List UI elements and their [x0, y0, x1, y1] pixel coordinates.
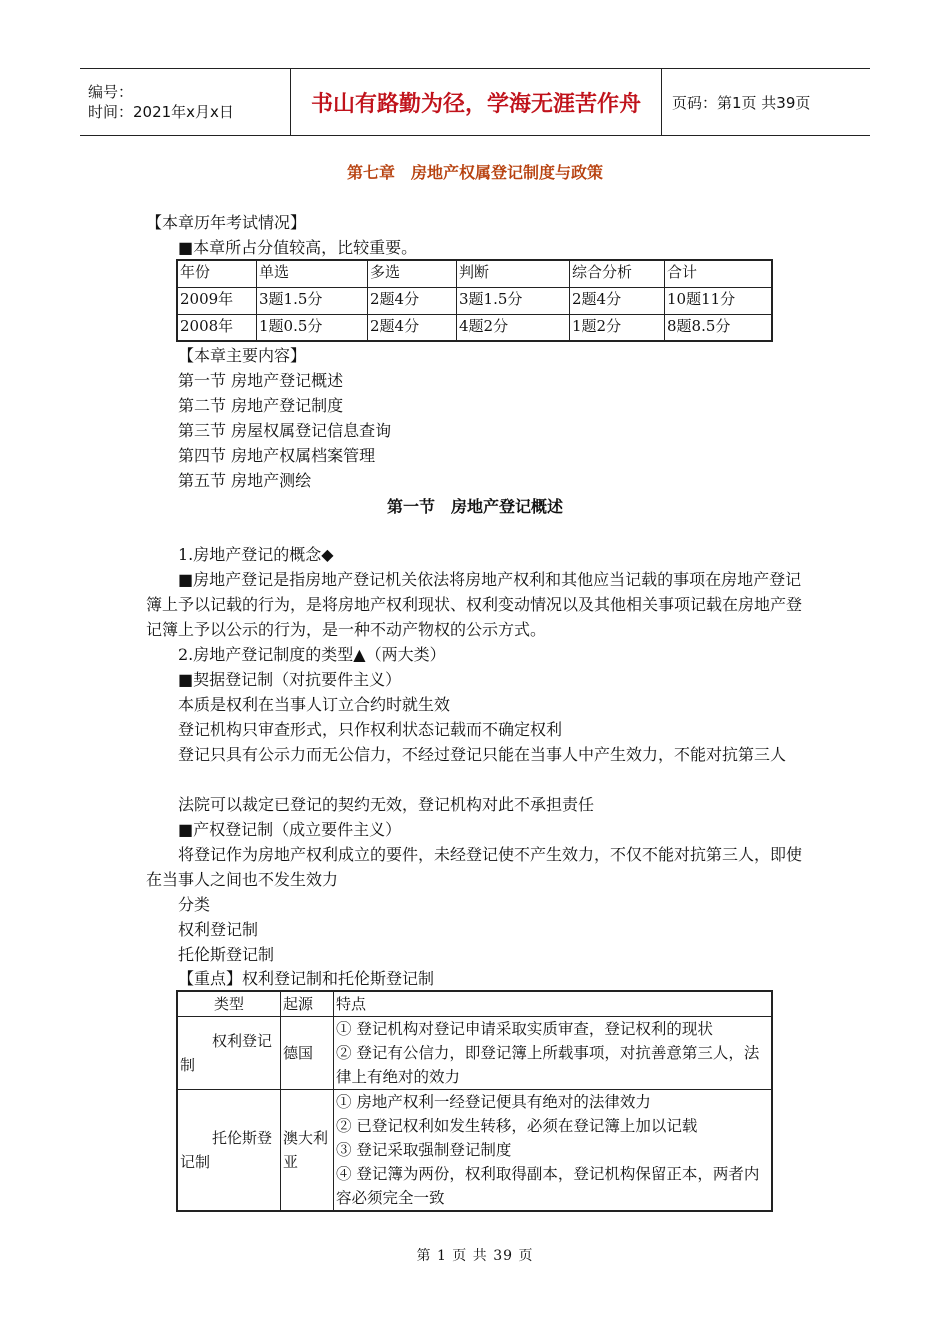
table-cell: 1题2分	[570, 314, 665, 341]
compare-table-header: 类型	[177, 991, 281, 1017]
table-cell: 10题11分	[665, 287, 773, 314]
page-header	[80, 68, 870, 136]
feature-item: ② 登记有公信力，即登记簿上所载事项，对抗善意第三人，法律上有绝对的效力	[336, 1044, 760, 1086]
compare-table-header: 起源	[281, 991, 334, 1017]
contents-item: 第二节 房地产登记制度	[178, 396, 344, 415]
table-row	[177, 314, 772, 341]
exam-heading: 【本章历年考试情况】	[146, 213, 307, 232]
table-cell: 2008年	[177, 314, 257, 341]
compare-table	[176, 990, 773, 1212]
header-left-cell	[80, 69, 291, 136]
class-item: 托伦斯登记制	[178, 945, 275, 964]
exam-table-header: 单选	[257, 260, 368, 287]
table-cell	[334, 1017, 773, 1090]
compare-table-header: 特点	[334, 991, 773, 1017]
feature-item: ① 房地产权利一经登记便具有绝对的法律效力	[336, 1093, 651, 1111]
table-cell: 1题0.5分	[257, 314, 368, 341]
chapter-title: 第七章 房地产权属登记制度与政策	[346, 163, 603, 182]
key-heading: 【重点】权利登记制和托伦斯登记制	[178, 969, 435, 988]
title-heading: ■产权登记制（成立要件主义）	[178, 820, 402, 839]
exam-table	[176, 259, 773, 342]
exam-table-header: 综合分析	[570, 260, 665, 287]
exam-table-header: 年份	[177, 260, 257, 287]
table-cell: 2题4分	[368, 314, 457, 341]
deed-point: 法院可以裁定已登记的契约无效，登记机构对此不承担责任	[178, 795, 595, 814]
date-line: 时间：2021年x月x日	[88, 103, 234, 121]
table-cell: 2题4分	[570, 287, 665, 314]
origin-cell: 澳大利亚	[281, 1090, 334, 1212]
table-cell	[177, 1090, 281, 1212]
number-label: 编号：	[88, 83, 134, 101]
table-row	[177, 287, 772, 314]
compare-table-header-row	[177, 991, 772, 1017]
type-name: 权利登记制	[180, 1032, 273, 1074]
section-title: 第一节 房地产登记概述	[386, 497, 563, 516]
contents-item: 第一节 房地产登记概述	[178, 371, 344, 390]
deed-heading: ■契据登记制（对抗要件主义）	[178, 670, 402, 689]
type-name: 托伦斯登记制	[180, 1129, 273, 1171]
page-footer: 第 1 页 共 39 页	[416, 1248, 534, 1264]
exam-table-header-row	[177, 260, 772, 287]
page-info: 页码：第1页 共39页	[672, 93, 811, 112]
table-cell: 2题4分	[368, 287, 457, 314]
table-cell: 2009年	[177, 287, 257, 314]
contents-item: 第五节 房地产测绘	[178, 471, 312, 490]
class-label: 分类	[178, 895, 211, 914]
table-cell: 4题2分	[457, 314, 570, 341]
table-cell: 8题8.5分	[665, 314, 773, 341]
table-cell	[334, 1090, 773, 1212]
class-item: 权利登记制	[178, 920, 259, 939]
table-row	[177, 1090, 772, 1212]
deed-point: 登记只具有公示力而无公信力，不经过登记只能在当事人中产生效力，不能对抗第三人	[178, 745, 787, 764]
feature-item: ④ 登记簿为两份，权利取得副本，登记机构保留正本，两者内容必须完全一致	[336, 1165, 760, 1207]
exam-table-header: 判断	[457, 260, 570, 287]
concept-heading: 1.房地产登记的概念◆	[178, 545, 334, 564]
deed-point: 登记机构只审查形式，只作权利状态记载而不确定权利	[178, 720, 563, 739]
types-heading: 2.房地产登记制度的类型▲（两大类）	[178, 645, 446, 664]
deed-point: 本质是权利在当事人订立合约时就生效	[178, 695, 451, 714]
exam-table-header: 合计	[665, 260, 773, 287]
table-row	[177, 1017, 772, 1090]
origin-cell: 德国	[281, 1017, 334, 1090]
contents-item: 第三节 房屋权属登记信息查询	[178, 421, 392, 440]
exam-note: ■本章所占分值较高，比较重要。	[178, 238, 418, 257]
table-cell	[177, 1017, 281, 1090]
concept-paragraph: ■房地产登记是指房地产登记机关依法将房地产权利和其他应当记载的事项在房地产登记簿上予以记载的行为，是将房地产权利现状、权利变动情况以及其他相关事项记载在房地产登记簿上予以公示的行为，是一种不动产物权的公示方式。	[146, 570, 803, 639]
contents-item: 第四节 房地产权属档案管理	[178, 446, 376, 465]
feature-item: ② 已登记权利如发生转移，必须在登记簿上加以记载	[336, 1117, 698, 1135]
exam-table-header: 多选	[368, 260, 457, 287]
feature-item: ③ 登记采取强制登记制度	[336, 1141, 512, 1159]
table-cell: 3题1.5分	[457, 287, 570, 314]
motto: 书山有路勤为径，学海无涯苦作舟	[291, 69, 662, 136]
title-paragraph: 将登记作为房地产权利成立的要件，未经登记使不产生效力，不仅不能对抗第三人，即使在当事人之间也不发生效力	[146, 845, 803, 889]
feature-item: ① 登记机构对登记申请采取实质审查，登记权利的现状	[336, 1020, 713, 1038]
table-cell: 3题1.5分	[257, 287, 368, 314]
contents-heading: 【本章主要内容】	[178, 346, 307, 365]
